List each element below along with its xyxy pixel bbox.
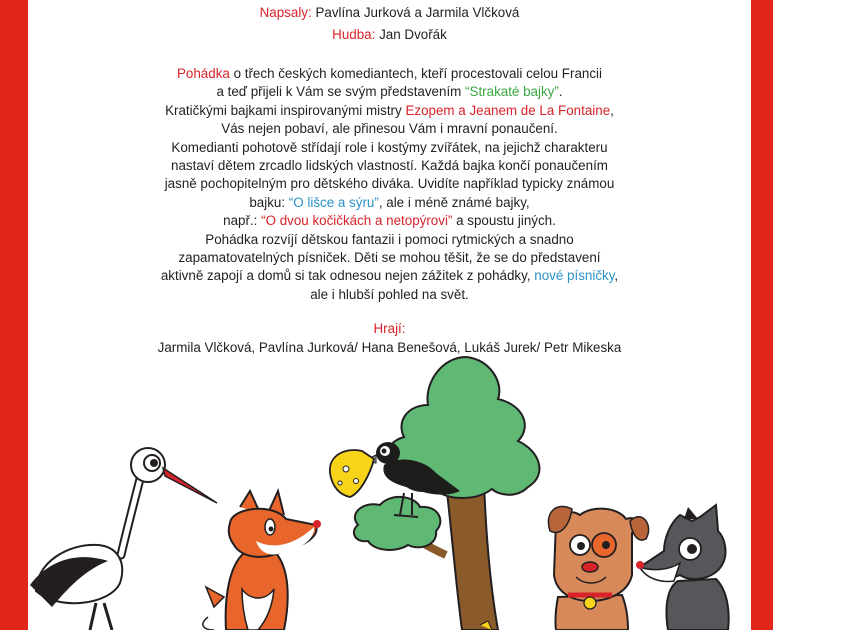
highlight-fairy-tale: Pohádka xyxy=(176,66,230,81)
stork-icon xyxy=(30,448,217,630)
highlight-show-title: “Strakaté bajky” xyxy=(465,84,559,100)
poster-text xyxy=(28,0,751,357)
credit-music-label: Hudba: xyxy=(332,27,376,42)
description-line xyxy=(28,102,751,120)
poster-page xyxy=(28,0,751,630)
description-text: , xyxy=(614,268,619,284)
description-line xyxy=(28,65,751,83)
description-line xyxy=(28,194,751,212)
description-line: ale i hlubší pohled na svět. xyxy=(310,286,469,302)
description-line: Pohádka rozvíjí dětskou fantazii i pomoci rytmických a snadno xyxy=(205,231,574,247)
description-text: bajku: xyxy=(249,194,289,210)
credit-writers-value: Pavlína Jurková a Jarmila Vlčková xyxy=(315,5,520,20)
description-line xyxy=(28,212,751,230)
description-text: aktivně zapojí a domů si tak odnesou nejen zážitek z pohádky, xyxy=(160,268,535,284)
credit-writers-label: Napsaly: xyxy=(259,5,312,20)
description-text: , ale i méně známé bajky, xyxy=(378,194,530,210)
highlight-fable-fox: “O lišce a sýru” xyxy=(288,194,379,210)
wolf-icon xyxy=(636,505,729,630)
description-text: Kratičkými bajkami inspirovanými mistry xyxy=(165,102,406,118)
highlight-fable-cats: “O dvou kočičkách a netopýrovi” xyxy=(261,213,453,229)
description-text: , xyxy=(610,102,614,118)
description-text: . xyxy=(558,84,563,100)
right-red-border xyxy=(751,0,773,630)
highlight-authors: Ezopem a Jeanem de La Fontaine xyxy=(405,102,611,118)
cheese-icon xyxy=(330,450,374,497)
description-line: Vás nejen pobaví, ale přinesou Vám i mravní ponaučení. xyxy=(221,121,558,137)
left-red-border xyxy=(0,0,28,630)
animal-illustration xyxy=(28,355,751,630)
description-line xyxy=(28,267,751,285)
cast-names: Jarmila Vlčková, Pavlína Jurková/ Hana Benešová, Lukáš Jurek/ Petr Mikeska xyxy=(157,339,622,355)
description-text: a teď přijeli k Vám se svým představením xyxy=(216,84,466,100)
credit-writers xyxy=(28,2,751,24)
description-line: nastaví dětem zrcadlo lidských vlastností. Každá bajka končí ponaučením xyxy=(171,158,608,174)
fox-icon xyxy=(203,491,321,630)
description-text: a spoustu jiných. xyxy=(452,213,556,229)
description-line xyxy=(28,83,751,101)
cast-label: Hrají: xyxy=(373,321,406,337)
highlight-new-songs: nové písničky xyxy=(534,268,615,284)
description-line: Komedianti pohotově střídají role i kostýmy zvířátek, na jejichž charakteru xyxy=(171,139,608,155)
description-line: jasně pochopitelným pro dětského diváka. Uvidíte například typicky známou xyxy=(164,176,615,192)
dog-icon xyxy=(548,506,648,630)
credit-music xyxy=(28,24,751,46)
description-text: např.: xyxy=(223,213,262,229)
description-line: zapamatovatelných písniček. Děti se mohou těšit, že se do představení xyxy=(178,250,601,266)
description-text: o třech českých komediantech, kteří procestovali celou Francii xyxy=(229,66,602,81)
credit-music-value: Jan Dvořák xyxy=(379,27,447,42)
description-paragraph xyxy=(28,65,751,304)
